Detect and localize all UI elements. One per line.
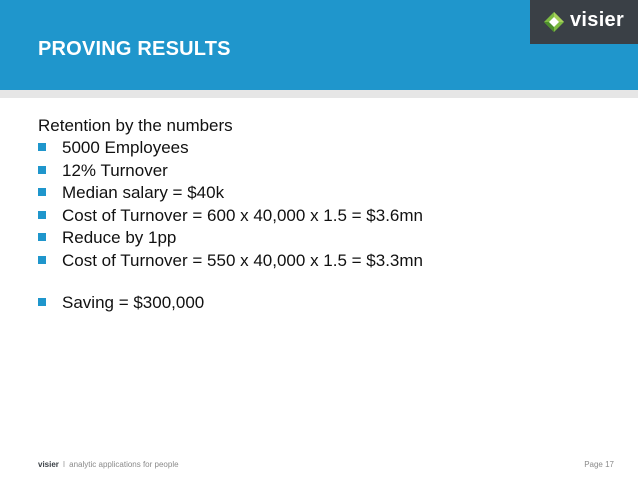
footer-separator: I <box>62 460 66 469</box>
square-bullet-icon <box>38 256 46 264</box>
list-item <box>38 205 618 228</box>
list-item <box>38 137 618 160</box>
footer-brand: visier <box>38 460 59 469</box>
page-number: Page 17 <box>584 460 614 469</box>
list-item <box>38 160 618 183</box>
visier-logo-icon <box>544 12 564 32</box>
list-item-text: Median salary = $40k <box>62 183 225 202</box>
square-bullet-icon <box>38 298 46 306</box>
footer-tagline: analytic applications for people <box>69 460 179 469</box>
bullet-list <box>38 137 618 272</box>
square-bullet-icon <box>38 188 46 196</box>
list-item-text: Saving = $300,000 <box>62 293 205 312</box>
slide-footer <box>38 460 179 469</box>
slide-header <box>0 0 638 90</box>
square-bullet-icon <box>38 211 46 219</box>
list-item-text: 5000 Employees <box>62 138 189 157</box>
slide-body <box>38 115 618 315</box>
square-bullet-icon <box>38 166 46 174</box>
square-bullet-icon <box>38 143 46 151</box>
list-item-text: 12% Turnover <box>62 160 168 180</box>
list-item <box>38 292 618 315</box>
square-bullet-icon <box>38 233 46 241</box>
intro-line: Retention by the numbers <box>38 116 233 135</box>
slide-title: PROVING RESULTS <box>38 38 231 60</box>
bullet-list-summary <box>38 292 618 315</box>
list-item-text: Cost of Turnover = 550 x 40,000 x 1.5 = $3.3mn <box>62 250 424 270</box>
list-item <box>38 182 618 205</box>
visier-logo <box>530 0 638 44</box>
list-item-text: Reduce by 1pp <box>62 228 177 247</box>
header-divider <box>0 90 638 98</box>
list-item-text: Cost of Turnover = 600 x 40,000 x 1.5 = $3.6mn <box>62 205 424 225</box>
logo-text: visier <box>570 9 625 31</box>
list-item <box>38 227 618 250</box>
list-spacer <box>38 272 618 292</box>
list-item <box>38 250 618 273</box>
